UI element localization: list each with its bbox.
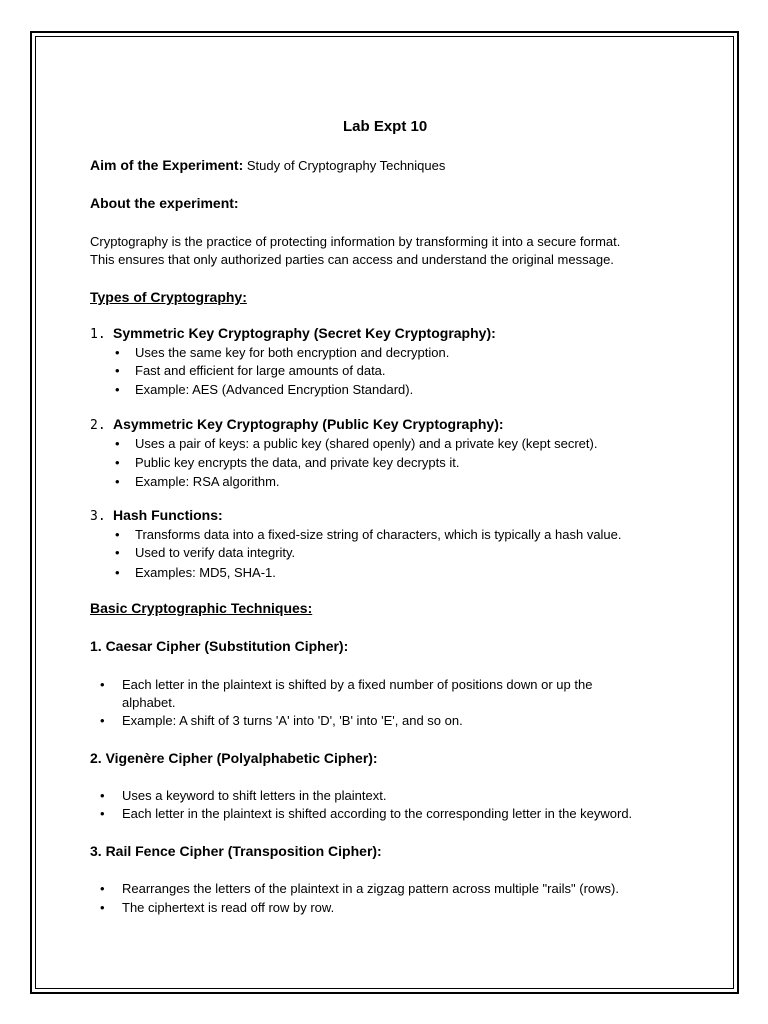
- list-item: Transforms data into a fixed-size string of characters, which is typically a hash value.: [135, 527, 622, 542]
- type-number: 1.: [90, 327, 106, 342]
- bullet-icon: •: [115, 455, 120, 470]
- bullet-icon: •: [115, 527, 120, 542]
- type-title: Asymmetric Key Cryptography (Public Key Cryptography):: [113, 416, 504, 432]
- techniques-heading: Basic Cryptographic Techniques:: [90, 600, 313, 616]
- bullet-icon: •: [115, 545, 120, 560]
- bullet-icon: •: [115, 382, 120, 397]
- page-title: Lab Expt 10: [343, 118, 428, 135]
- technique-title: 2. Vigenère Cipher (Polyalphabetic Cipher):: [90, 750, 378, 766]
- list-item: Uses a keyword to shift letters in the plaintext.: [122, 788, 387, 803]
- list-item: Example: RSA algorithm.: [135, 474, 280, 489]
- list-item: Each letter in the plaintext is shifted according to the corresponding letter in the keyword.: [122, 806, 633, 821]
- type-title: Hash Functions:: [113, 507, 223, 523]
- bullet-icon: •: [115, 474, 120, 489]
- about-line: Cryptography is the practice of protecting information by transforming it into a secure format.: [90, 234, 621, 249]
- list-item: Examples: MD5, SHA-1.: [135, 565, 276, 580]
- about-heading: About the experiment:: [90, 195, 239, 211]
- bullet-icon: •: [100, 900, 105, 915]
- list-item: Fast and efficient for large amounts of data.: [135, 363, 386, 378]
- type-title: Symmetric Key Cryptography (Secret Key Cryptography):: [113, 325, 496, 341]
- technique-title: 3. Rail Fence Cipher (Transposition Cipher):: [90, 843, 382, 859]
- types-heading: Types of Cryptography:: [90, 289, 247, 305]
- bullet-icon: •: [100, 881, 105, 896]
- aim-line: [90, 157, 445, 175]
- bullet-icon: •: [115, 363, 120, 378]
- list-item: Each letter in the plaintext is shifted by a fixed number of positions down or up the: [122, 677, 593, 692]
- list-item: Example: AES (Advanced Encryption Standard).: [135, 382, 414, 397]
- list-item: The ciphertext is read off row by row.: [122, 900, 335, 915]
- list-item: Used to verify data integrity.: [135, 545, 296, 560]
- list-item-continued: alphabet.: [122, 695, 176, 710]
- aim-value: Study of Cryptography Techniques: [243, 158, 446, 173]
- list-item: Example: A shift of 3 turns 'A' into 'D', 'B' into 'E', and so on.: [122, 713, 463, 728]
- bullet-icon: •: [115, 345, 120, 360]
- about-line: This ensures that only authorized parties can access and understand the original message.: [90, 252, 614, 267]
- bullet-icon: •: [100, 806, 105, 821]
- technique-title: 1. Caesar Cipher (Substitution Cipher):: [90, 638, 349, 654]
- aim-label: Aim of the Experiment:: [90, 157, 244, 173]
- type-number: 2.: [90, 418, 106, 433]
- bullet-icon: •: [100, 677, 105, 692]
- bullet-icon: •: [115, 565, 120, 580]
- bullet-icon: •: [100, 713, 105, 728]
- list-item: Rearranges the letters of the plaintext in a zigzag pattern across multiple "rails" (rows).: [122, 881, 619, 896]
- list-item: Uses a pair of keys: a public key (shared openly) and a private key (kept secret).: [135, 436, 598, 451]
- bullet-icon: •: [100, 788, 105, 803]
- type-number: 3.: [90, 509, 106, 524]
- list-item: Uses the same key for both encryption and decryption.: [135, 345, 450, 360]
- list-item: Public key encrypts the data, and private key decrypts it.: [135, 455, 460, 470]
- bullet-icon: •: [115, 436, 120, 451]
